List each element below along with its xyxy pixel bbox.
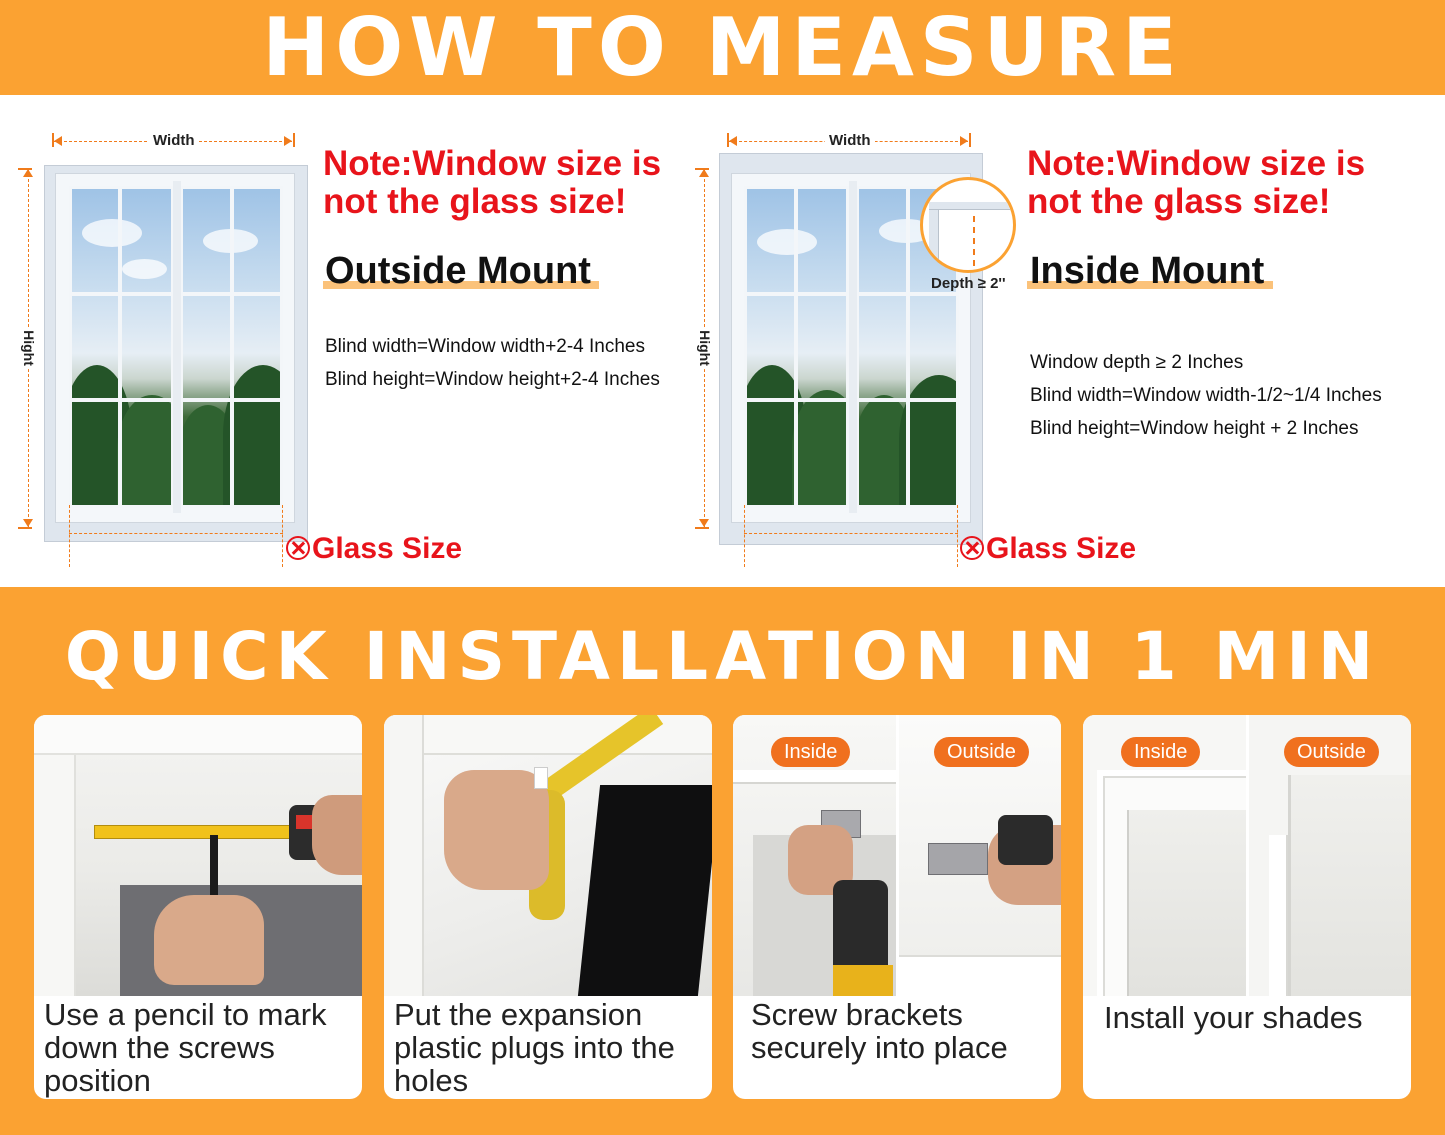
outside-glass-size: Glass Size (286, 532, 462, 566)
inside-tag: Inside (771, 737, 850, 767)
step-card-brackets (733, 715, 1061, 1099)
step-card-install-shades (1083, 715, 1411, 1099)
inside-note: Note:Window size is not the glass size! (1027, 144, 1366, 221)
step-photo-hammer (384, 715, 712, 996)
step-photo-pencil (34, 715, 362, 996)
inside-tag: Inside (1121, 737, 1200, 767)
step-caption: Install your shades (1104, 1000, 1363, 1035)
step-caption: Screw brackets securely into place (751, 997, 1008, 1065)
page-title: HOW TO MEASURE (262, 1, 1183, 94)
step-card-plugs (384, 715, 712, 1099)
step-caption: Put the expansion plastic plugs into the holes (394, 997, 675, 1098)
installation-section (0, 587, 1445, 1135)
header-banner (0, 0, 1445, 95)
installation-title: QUICK INSTALLATION IN 1 MIN (64, 618, 1381, 695)
measure-section (0, 95, 1445, 587)
inside-mount-title: Inside Mount (1030, 250, 1265, 292)
step-caption: Use a pencil to mark down the screws position (44, 997, 327, 1098)
outside-mount-title: Outside Mount (325, 250, 591, 292)
outside-spec-height: Blind height=Window height+2-4 Inches (325, 369, 660, 390)
inside-height-label: Hight (697, 327, 713, 369)
inside-glass-size: Glass Size (960, 532, 1136, 566)
inside-spec-height: Blind height=Window height + 2 Inches (1030, 418, 1359, 439)
outside-tag: Outside (1284, 737, 1379, 767)
outside-spec-width: Blind width=Window width+2-4 Inches (325, 336, 646, 357)
cross-circle-icon (960, 536, 984, 560)
cross-circle-icon (286, 536, 310, 560)
inside-spec-width: Blind width=Window width-1/2~1/4 Inches (1030, 385, 1382, 406)
depth-zoom-circle (920, 177, 1016, 273)
height-label: Hight (21, 327, 37, 369)
outside-note: Note:Window size is not the glass size! (323, 144, 662, 221)
inside-width-label: Width (825, 132, 875, 150)
step-card-mark-screws (34, 715, 362, 1099)
inside-window-illustration (690, 95, 1030, 587)
inside-spec-depth: Window depth ≥ 2 Inches (1030, 352, 1244, 373)
depth-label: Depth ≥ 2'' (931, 275, 1006, 292)
outside-tag: Outside (934, 737, 1029, 767)
outside-window-illustration (0, 95, 320, 587)
width-label: Width (149, 132, 199, 150)
